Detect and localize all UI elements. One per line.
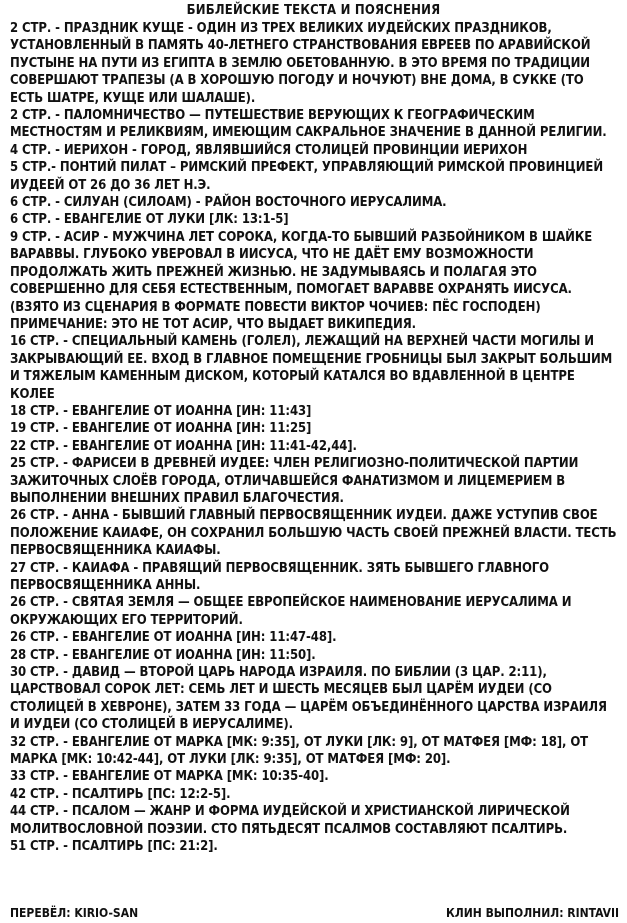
note-item: 9 СТР. - АСИР - МУЖЧИНА ЛЕТ СОРОКА, КОГДА-ТО БЫВШИЙ РАЗБОЙНИКОМ В ШАЙКЕ ВАРАВВЫ. ГЛУБОКО УВЕРОВАЛ В ИИСУСА, ЧТО НЕ ДАЁТ ЕМУ ВОЗМОЖНОСТИ ПРОДОЛЖАТЬ ЖИТЬ ПРЕЖНЕЙ ЖИЗНЬЮ. НЕ ЗАДУМЫВАЯСЬ И ПОЛАГАЯ ЭТО СОВЕРШЕННО ДЛЯ СЕБЯ ЕСТЕСТВЕННЫМ, ПОМОГАЕТ ВАРАВВЕ ОХРАНЯТЬ ИИСУСА. (ВЗЯТО ИЗ СЦЕНАРИЯ В ФОРМАТЕ ПОВЕСТИ ВИКТОР ЧОЧИЕВ: ПЁС ГОСПОДЕН) ПРИМЕЧАНИЕ: ЭТО НЕ ТОТ АСИР, ЧТО ВЫДАЕТ ВИКИПЕДИЯ. <box>10 229 593 332</box>
note-item: 6 СТР. - СИЛУАН (СИЛОАМ) - РАЙОН ВОСТОЧНОГО ИЕРУСАЛИМА. <box>10 195 447 211</box>
note-item: 6 СТР. - ЕВАНГЕЛИЕ ОТ ЛУКИ [ЛК: 13:1-5] <box>10 212 289 228</box>
cleaner-credit: КЛИН ВЫПОЛНИЛ: RINTAVII <box>445 906 619 920</box>
note-item: 44 СТР. - ПСАЛОМ — ЖАНР И ФОРМА ИУДЕЙСКОЙ И ХРИСТИАНСКОЙ ЛИРИЧЕСКОЙ МОЛИТВОСЛОВНОЙ ПОЭЗИИ. СТО ПЯТЬДЕСЯТ ПСАЛМОВ СОСТАВЛЯЮТ ПСАЛТИРЬ. <box>10 804 570 837</box>
note-item: 28 СТР. - ЕВАНГЕЛИЕ ОТ ИОАННА [ИН: 11:50]. <box>10 647 316 663</box>
note-item: 25 СТР. - ФАРИСЕИ В ДРЕВНЕЙ ИУДЕЕ: ЧЛЕН РЕЛИГИОЗНО-ПОЛИТИЧЕСКОЙ ПАРТИИ ЗАЖИТОЧНЫХ СЛОЁВ ГОРОДА, ОТЛИЧАВШЕЙСЯ ФАНАТИЗМОМ И ЛИЦЕМЕРИЕМ В ВЫПОЛНЕНИИ ВНЕШНИХ ПРАВИЛ БЛАГОЧЕСТИЯ. <box>10 456 579 506</box>
note-item: 26 СТР. - ЕВАНГЕЛИЕ ОТ ИОАННА [ИН: 11:47-48]. <box>10 630 337 646</box>
note-item: 18 СТР. - ЕВАНГЕЛИЕ ОТ ИОАННА [ИН: 11:43] <box>10 403 312 419</box>
note-item: 26 СТР. - СВЯТАЯ ЗЕМЛЯ — ОБЩЕЕ ЕВРОПЕЙСКОЕ НАИМЕНОВАНИЕ ИЕРУСАЛИМА И ОКРУЖАЮЩИХ ЕГО ТЕРРИТОРИЙ. <box>10 595 572 628</box>
note-item: 27 СТР. - КАИАФА - ПРАВЯЩИЙ ПЕРВОСВЯЩЕННИК. ЗЯТЬ БЫВШЕГО ГЛАВНОГО ПЕРВОСВЯЩЕННИКА АННЫ. <box>10 560 549 593</box>
translator-credit: ПЕРЕВЁЛ: KIRIO-SAN <box>10 906 139 920</box>
note-item: 16 СТР. - СПЕЦИАЛЬНЫЙ КАМЕНЬ (ГОЛЕЛ), ЛЕЖАЩИЙ НА ВЕРХНЕЙ ЧАСТИ МОГИЛЫ И ЗАКРЫВАЮЩИЙ ЕЕ. ВХОД В ГЛАВНОЕ ПОМЕЩЕНИЕ ГРОБНИЦЫ БЫЛ ЗАКРЫТ БОЛЬШИМ И ТЯЖЕЛЫМ КАМЕННЫМ ДИСКОМ, КОТОРЫЙ КАТАЛСЯ ВО ВДАВЛЕННОЙ В ЦЕНТРЕ КОЛЕЕ <box>10 334 613 402</box>
credits-footer <box>10 905 619 921</box>
note-item: 19 СТР. - ЕВАНГЕЛИЕ ОТ ИОАННА [ИН: 11:25] <box>10 421 312 437</box>
note-item: 30 СТР. - ДАВИД — ВТОРОЙ ЦАРЬ НАРОДА ИЗРАИЛЯ. ПО БИБЛИИ (3 ЦАР. 2:11), ЦАРСТВОВАЛ СОРОК ЛЕТ: СЕМЬ ЛЕТ И ШЕСТЬ МЕСЯЦЕВ БЫЛ ЦАРЁМ ИУДЕИ (СО СТОЛИЦЕЙ В ХЕВРОНЕ), ЗАТЕМ 33 ГОДА — ЦАРЁМ ОБЪЕДИНЁННОГО ЦАРСТВА ИЗРАИЛЯ И ИУДЕИ (СО СТОЛИЦЕЙ В ИЕРУСАЛИМЕ). <box>10 665 607 733</box>
note-item: 51 СТР. - ПСАЛТИРЬ [ПС: 21:2]. <box>10 839 218 855</box>
page-title: БИБЛЕЙСКИЕ ТЕКСТА И ПОЯСНЕНИЯ <box>186 3 441 18</box>
notes-list <box>10 20 617 856</box>
note-item: 32 СТР. - ЕВАНГЕЛИЕ ОТ МАРКА [МК: 9:35], ОТ ЛУКИ [ЛК: 9], ОТ МАТФЕЯ [МФ: 18], ОТ МАРКА [МК: 10:42-44], ОТ ЛУКИ [ЛК: 9:35], ОТ МАТФЕЯ [МФ: 20]. <box>10 734 589 768</box>
note-item: 2 СТР. - ПАЛОМНИЧЕСТВО — ПУТЕШЕСТВИЕ ВЕРУЮЩИХ К ГЕОГРАФИЧЕСКИМ МЕСТНОСТЯМ И РЕЛИКВИЯМ, ИМЕЮЩИМ САКРАЛЬНОЕ ЗНАЧЕНИЕ В ДАННОЙ РЕЛИГИИ. <box>10 108 607 141</box>
note-item: 33 СТР. - ЕВАНГЕЛИЕ ОТ МАРКА [МК: 10:35-40]. <box>10 769 329 785</box>
note-item: 5 СТР.- ПОНТИЙ ПИЛАТ – РИМСКИЙ ПРЕФЕКТ, УПРАВЛЯЮЩИЙ РИМСКОЙ ПРОВИНЦИЕЙ ИУДЕЕЙ ОТ 26 ДО 36 ЛЕТ Н.Э. <box>10 160 604 193</box>
note-item: 22 СТР. - ЕВАНГЕЛИЕ ОТ ИОАННА [ИН: 11:41-42,44]. <box>10 438 357 454</box>
note-item: 2 СТР. - ПРАЗДНИК КУЩЕ - ОДИН ИЗ ТРЕХ ВЕЛИКИХ ИУДЕЙСКИХ ПРАЗДНИКОВ, УСТАНОВЛЕННЫЙ В ПАМЯТЬ 40-ЛЕТНЕГО СТРАНСТВОВАНИЯ ЕВРЕЕВ ПО АРАВИЙСКОЙ ПУСТЫНЕ НА ПУТИ ИЗ ЕГИПТА В ЗЕМЛЮ ОБЕТОВАННУЮ. В ЭТО ВРЕМЯ ПО ТРАДИЦИИ СОВЕРШАЮТ ТРАПЕЗЫ (А В ХОРОШУЮ ПОГОДУ И НОЧУЮТ) ВНЕ ДОМА, В СУККЕ (ТО ЕСТЬ ШАТРЕ, КУЩЕ ИЛИ ШАЛАШЕ). <box>10 21 591 106</box>
note-item: 26 СТР. - АННА - БЫВШИЙ ГЛАВНЫЙ ПЕРВОСВЯЩЕННИК ИУДЕИ. ДАЖЕ УСТУПИВ СВОЕ ПОЛОЖЕНИЕ КАИАФЕ, ОН СОХРАНИЛ БОЛЬШУЮ ЧАСТЬ СВОЕЙ ПРЕЖНЕЙ ВЛАСТИ. ТЕСТЬ ПЕРВОСВЯЩЕННИКА КАИАФЫ. <box>10 508 617 559</box>
note-item: 42 СТР. - ПСАЛТИРЬ [ПС: 12:2-5]. <box>10 786 231 802</box>
note-item: 4 СТР. - ИЕРИХОН - ГОРОД, ЯВЛЯВШИЙСЯ СТОЛИЦЕЙ ПРОВИНЦИИ ИЕРИХОН <box>10 142 528 158</box>
